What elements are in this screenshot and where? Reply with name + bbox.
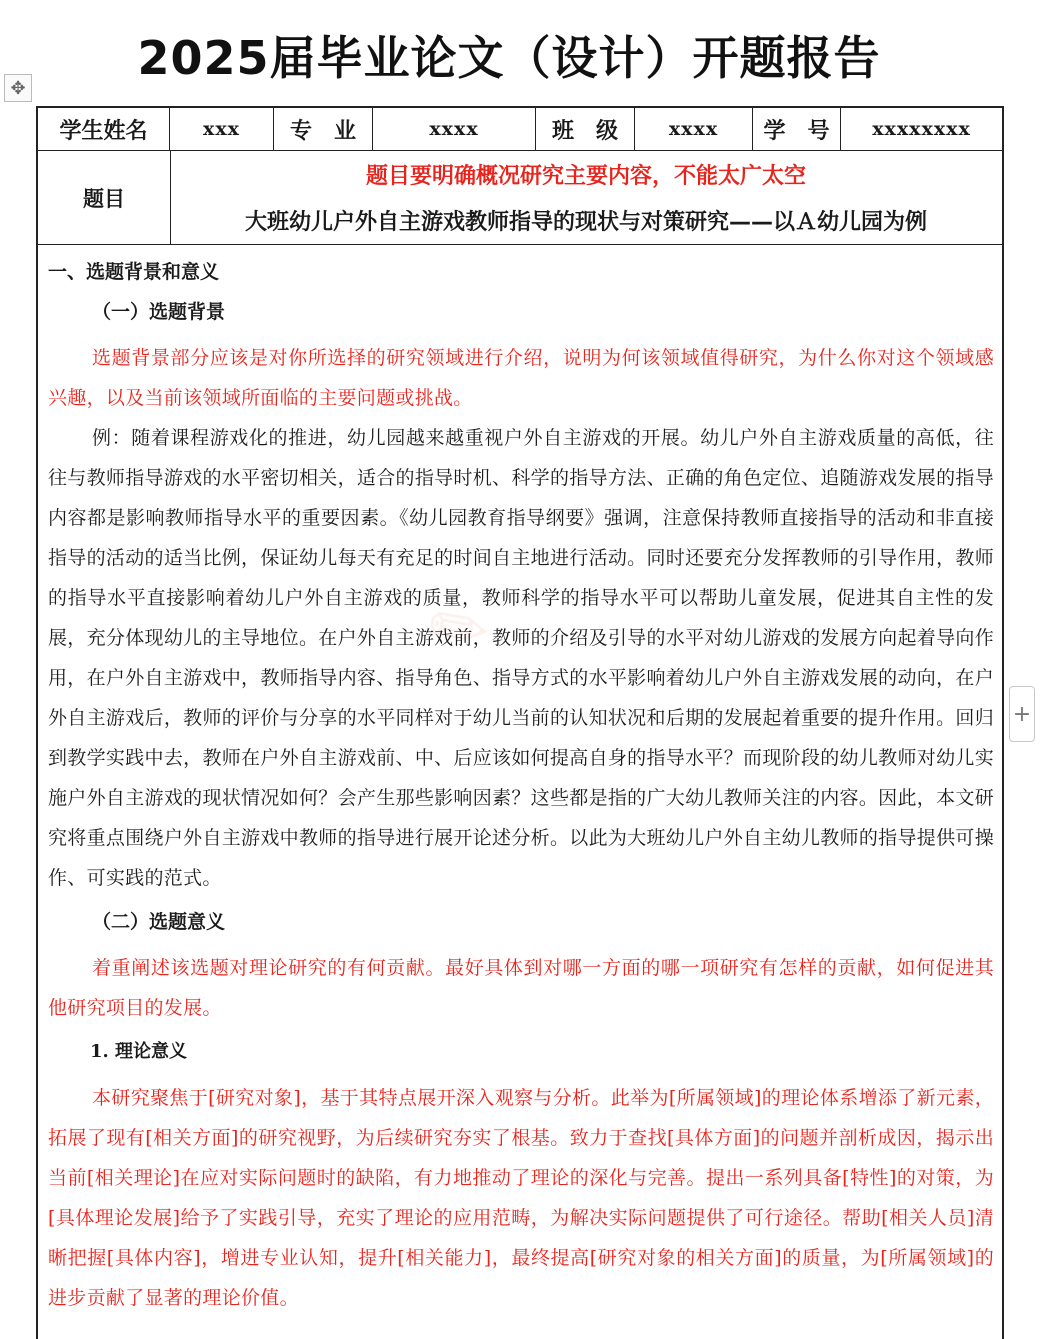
student-info-row <box>38 108 1002 151</box>
background-example[interactable]: 例：随着课程游戏化的推进，幼儿园越来越重视户外自主游戏的开展。幼儿户外自主游戏质量的高低，往往与教师指导游戏的水平密切相关，适合的指导时机、科学的指导方法、正确的角色定位、追随游戏发展的指导内容都是影响教师指导水平的重要因素。《幼儿园教育指导纲要》强调，注意保持教师直接指导的活动和非直接指导的活动的适当比例，保证幼儿每天有充足的时间自主地进行活动。同时还要充分发挥教师的引导作用，教师的指导水平直接影响着幼儿户外自主游戏的质量，教师科学的指导水平可以帮助儿童发展，促进其自主性的发展，充分体现幼儿的主导地位。在户外自主游戏前，教师的介绍及引导的水平对幼儿游戏的发展方向起着导向作用，在户外自主游戏中，教师指导内容、指导角色、指导方式的水平影响着幼儿户外自主游戏发展的动向，在户外自主游戏后，教师的评价与分享的水平同样对于幼儿当前的认知状况和后期的发展起着重要的提升作用。回归到教学实践中去，教师在户外自主游戏前、中、后应该如何提高自身的指导水平？而现阶段的幼儿教师对幼儿实施户外自主游戏的现状情况如何？会产生那些影响因素？这些都是指的广大幼儿教师关注的内容。因此，本文研究将重点围绕户外自主游戏中教师的指导进行展开论述分析。以此为大班幼儿户外自主幼儿教师的指导提供可操作、可实践的范式。 <box>48 427 994 889</box>
theory-text[interactable]: 本研究聚焦于[研究对象]，基于其特点展开深入观察与分析。此举为[所属领域]的理论体系增添了新元素，拓展了现有[相关方面]的研究视野，为后续研究夯实了根基。致力于查找[具体方面]的问题并剖析成因，揭示出当前[相关理论]在应对实际问题时的缺陷，有力地推动了理论的深化与完善。提出一系列具备[特性]的对策，为[具体理论发展]给予了实践引导，充实了理论的应用范畴，为解决实际问题提供了可行途径。帮助[相关人员]清晰把握[具体内容]，增进专业认知，提升[相关能力]，最终提高[研究对象的相关方面]的质量，为[所属领域]的进步贡献了显著的理论价值。 <box>48 1087 994 1309</box>
background-heading: （一）选题背景 <box>92 301 226 323</box>
major-value[interactable]: xxxx <box>373 108 536 150</box>
class-value[interactable]: xxxx <box>635 108 753 150</box>
section-heading: 一、选题背景和意义 <box>48 261 220 283</box>
student-name-label: 学生姓名 <box>38 108 170 150</box>
watermark-decoration: ✎ <box>411 578 507 680</box>
class-label: 班 级 <box>536 108 635 150</box>
topic-requirement[interactable]: 题目要明确概况研究主要内容，不能太广太空 <box>365 164 806 189</box>
report-table <box>36 106 1004 1339</box>
topic-label: 题目 <box>38 151 171 244</box>
theory-heading: 1. 理论意义 <box>90 1041 188 1062</box>
plus-icon[interactable]: + <box>1009 686 1035 742</box>
significance-heading: （二）选题意义 <box>92 911 226 933</box>
document-title: 2025届毕业论文（设计）开题报告 <box>137 31 881 85</box>
report-body <box>48 258 994 1318</box>
topic-title[interactable]: 大班幼儿户外自主游戏教师指导的现状与对策研究——以Ａ幼儿园为例 <box>244 210 927 235</box>
student-id-value[interactable]: xxxxxxxx <box>872 118 971 140</box>
student-name-value[interactable]: xxx <box>170 108 274 150</box>
significance-instruction[interactable]: 着重阐述该选题对理论研究的有何贡献。最好具体到对哪一方面的哪一项研究有怎样的贡献，如何促进其他研究项目的发展。 <box>48 957 994 1019</box>
student-id-label: 学 号 <box>753 108 841 150</box>
background-instruction[interactable]: 选题背景部分应该是对你所选择的研究领域进行介绍，说明为何该领域值得研究，为什么你对这个领域感兴趣，以及当前该领域所面临的主要问题或挑战。 <box>48 347 994 409</box>
major-label: 专 业 <box>274 108 373 150</box>
topic-row <box>38 151 1002 245</box>
move-arrows-icon[interactable]: ✥ <box>4 74 32 102</box>
